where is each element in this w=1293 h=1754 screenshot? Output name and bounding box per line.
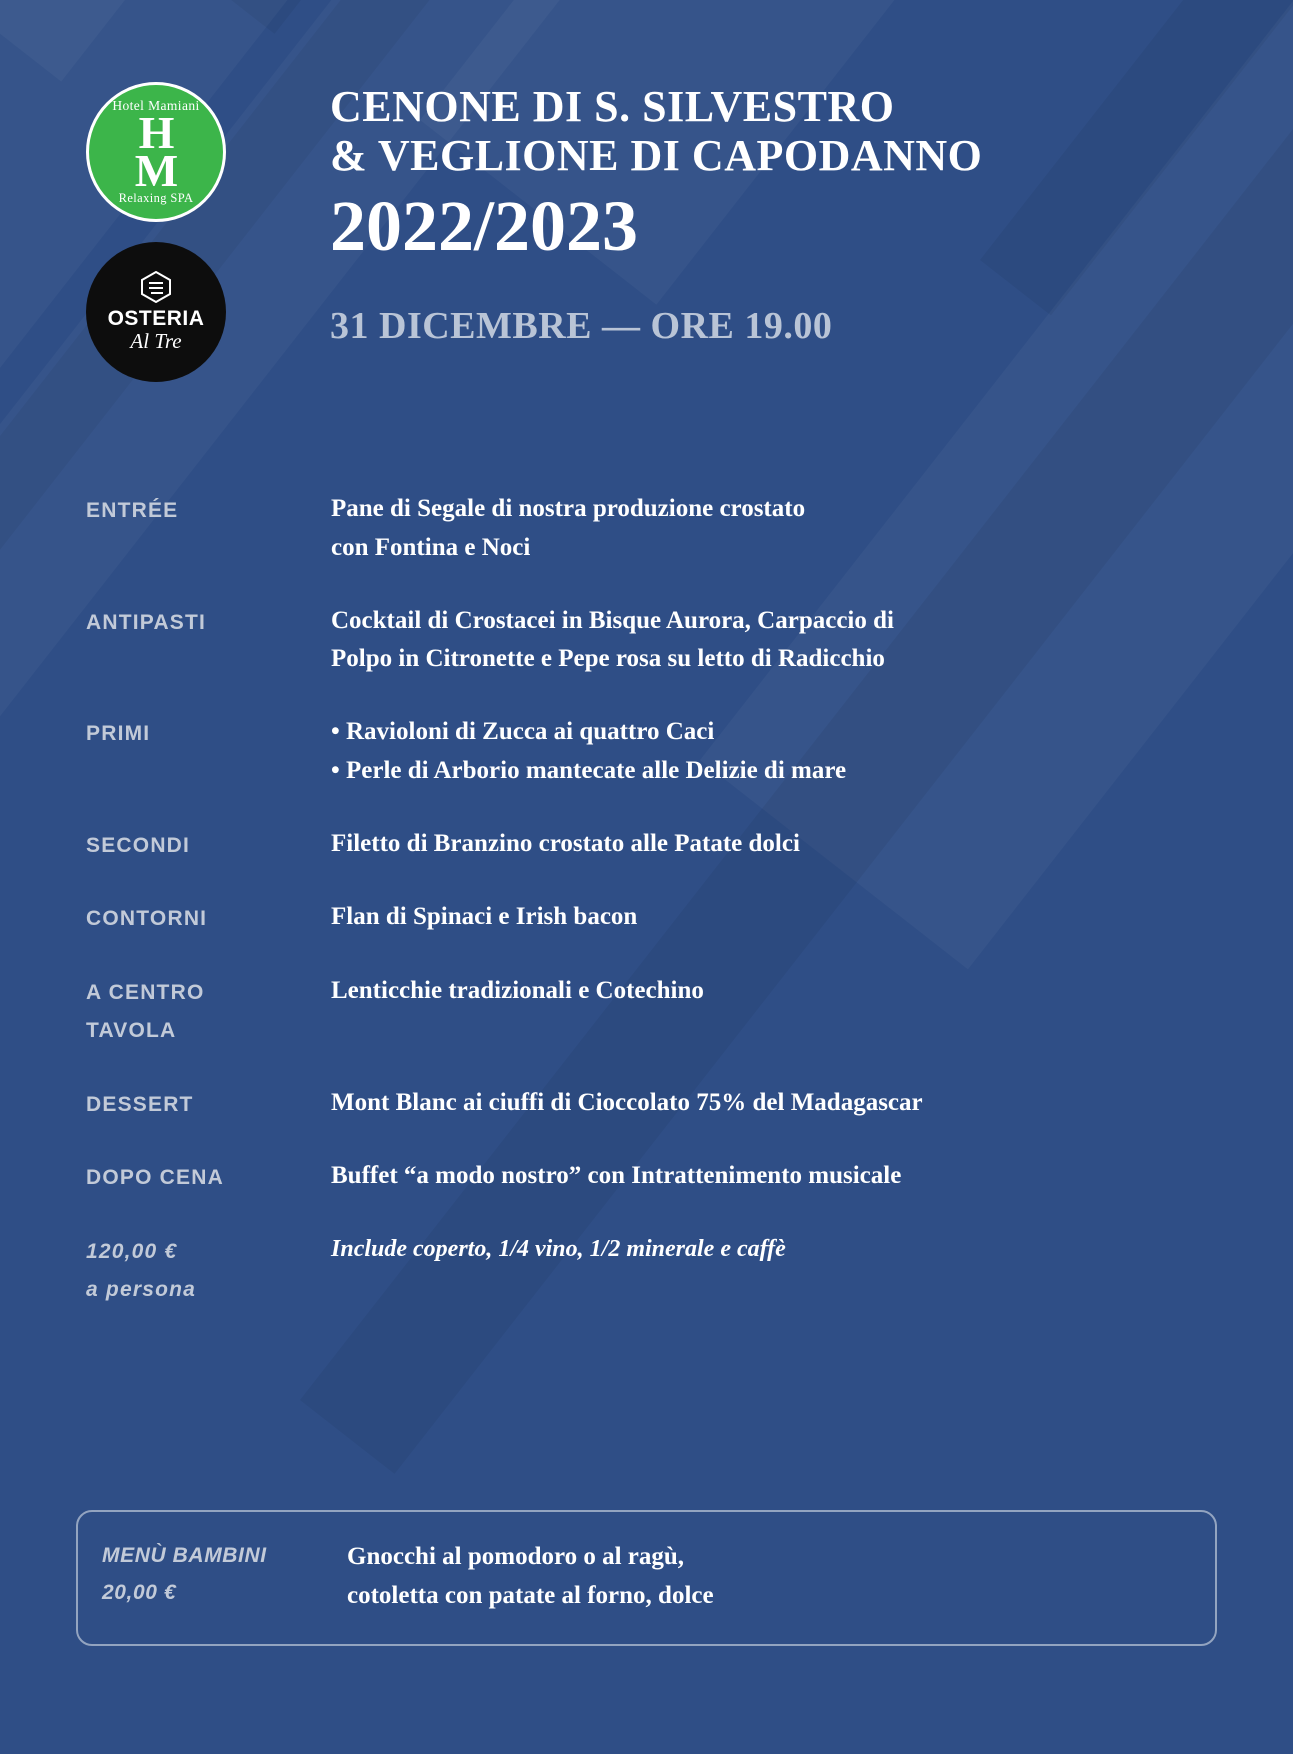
osteria-label: OSTERIA [107,306,205,330]
menu-item: Flan di Spinaci e Irish bacon [331,903,638,931]
menu-section-a-centro-tavola [86,972,1207,1050]
menu-section-dopo-cena [86,1157,1207,1197]
section-label: DOPO CENA [86,1166,224,1190]
menu-item: Polpo in Citronette e Pepe rosa su letto di Radicchio [331,645,885,673]
al-tre-label: Al Tre [130,328,182,353]
page-title-year: 2022/2023 [330,185,639,266]
section-label: ENTRÉE [86,499,179,522]
menu-section-secondi [86,825,1207,865]
kids-menu-price: 20,00 € [102,1580,177,1604]
menu-section-dessert [86,1084,1207,1124]
menu-section-primi [86,713,1207,791]
menu-section-contorni [86,898,1207,938]
price-label [86,1231,331,1309]
section-items [331,825,1207,864]
section-items [331,1157,1207,1196]
kids-menu-box [76,1510,1217,1646]
menu-item: Gnocchi al pomodoro o al ragù, [347,1543,685,1570]
page-title-line2: & VEGLIONE DI CAPODANNO [330,131,983,181]
osteria-al-tre-logo [86,242,226,382]
menu-list [86,490,1207,1343]
kids-menu-label [102,1538,347,1612]
section-label: ANTIPASTI [86,610,207,634]
price-per-person: a persona [86,1278,197,1302]
section-label: SECONDI [86,833,191,857]
menu-item: Filetto di Branzino crostato alle Patate dolci [331,829,800,857]
section-items [331,1084,1207,1123]
menu-section-entree [86,490,1207,568]
menu-item: • Perle di Arborio mantecate alle Delizie di mare [331,756,847,784]
section-label: PRIMI [86,722,151,745]
menu-item: Mont Blanc ai ciuffi di Cioccolato 75% del Madagascar [331,1088,923,1116]
hexagon-monogram-icon [141,271,171,303]
poster-header [0,0,1293,430]
section-items [331,713,1207,791]
menu-item: Buffet “a modo nostro” con Intrattenimento musicale [331,1162,902,1190]
section-items [331,490,1207,568]
hotel-mamiani-logo [86,82,226,222]
section-items [331,602,1207,680]
event-datetime: 31 DICEMBRE — ORE 19.00 [330,304,833,347]
section-items [331,972,1207,1011]
kids-menu-items [347,1538,1193,1616]
menu-section-antipasti [86,602,1207,680]
price-note [331,1231,1207,1268]
price-amount: 120,00 € [86,1240,178,1264]
menu-price-row [86,1231,1207,1309]
kids-menu-title: MENÙ BAMBINI [102,1544,267,1567]
section-items [331,898,1207,937]
menu-item: Cocktail di Crostacei in Bisque Aurora, Carpaccio di [331,606,894,634]
menu-item: • Ravioloni di Zucca ai quattro Caci [331,718,715,745]
section-label-line2: TAVOLA [86,1018,177,1042]
page-title-line1: CENONE DI S. SILVESTRO [330,82,895,131]
price-note-text: Include coperto, 1/4 vino, 1/2 minerale e caffè [331,1236,786,1263]
menu-item: Lenticchie tradizionali e Cotechino [331,977,704,1005]
menu-item: con Fontina e Noci [331,533,531,561]
relaxing-spa-arc: Relaxing SPA [118,191,194,205]
section-label: DESSERT [86,1092,194,1116]
menu-item: cotoletta con patate al forno, dolce [347,1581,714,1609]
logo-group [86,82,231,382]
section-label: CONTORNI [86,907,208,931]
menu-item: Pane di Segale di nostra produzione crostato [331,495,806,522]
hm-monogram: H M [134,107,178,196]
section-label [86,972,331,1050]
section-label-line1: A CENTRO [86,981,205,1005]
hotel-name-arc: Hotel Mamiani [112,98,200,113]
title-block [330,82,1233,348]
